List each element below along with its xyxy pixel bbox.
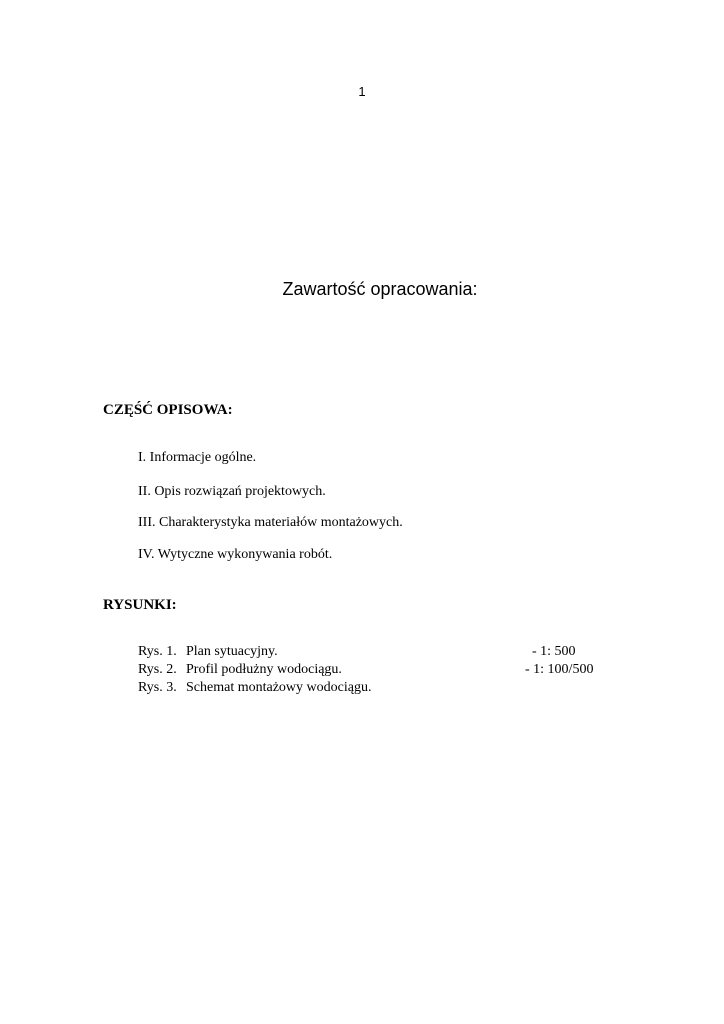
drawing-row-3 [138,679,608,696]
descriptive-item-1: I. Informacje ogólne. [138,450,257,465]
drawing-name: Schemat montażowy wodociągu. [186,680,372,695]
drawing-scale: - 1: 500 [532,644,576,659]
descriptive-item-4: IV. Wytyczne wykonywania robót. [138,547,333,562]
drawing-name: Plan sytuacyjny. [186,644,278,659]
descriptive-part-heading: CZĘŚĆ OPISOWA: [103,402,233,418]
page-number: 1 [358,84,366,99]
drawings-heading: RYSUNKI: [103,597,177,613]
drawing-row-2 [138,661,608,678]
descriptive-item-2: II. Opis rozwiązań projektowych. [138,484,326,499]
document-title: Zawartość opracowania: [282,279,478,299]
descriptive-item-3: III. Charakterystyka materiałów montażowych. [138,515,403,530]
drawing-scale: - 1: 100/500 [525,662,594,677]
drawing-number: Rys. 3. [138,680,177,695]
drawing-number: Rys. 2. [138,662,177,677]
drawing-name: Profil podłużny wodociągu. [186,662,342,677]
drawing-number: Rys. 1. [138,644,177,659]
drawing-row-1 [138,643,608,660]
